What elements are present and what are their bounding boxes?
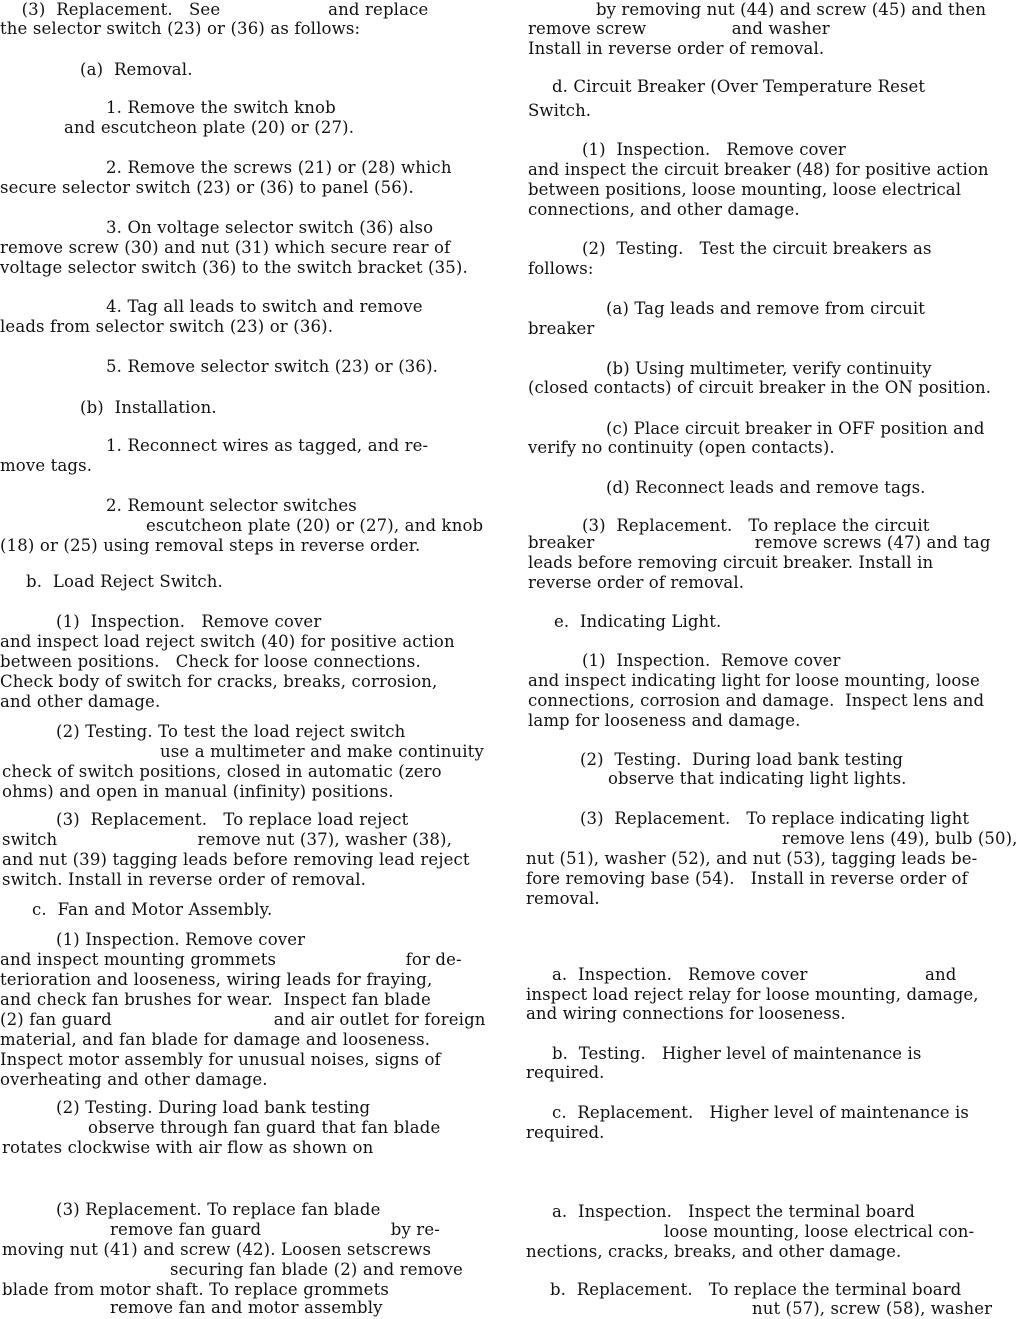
text-line: secure selector switch (23) or (36) to panel (56).	[0, 178, 414, 197]
text-line: d. Circuit Breaker (Over Temperature Reset	[552, 77, 926, 96]
text-line: (b) Installation.	[80, 398, 217, 417]
text-line: (2) Testing. During load bank testing	[56, 1098, 371, 1117]
text-line: c. Fan and Motor Assembly.	[32, 900, 273, 919]
text-line: (2) Testing. To test the load reject switch	[56, 722, 406, 741]
text-line: 2. Remove the screws (21) or (28) which	[106, 158, 452, 177]
text-line: removal.	[526, 889, 600, 908]
text-line: and inspect the circuit breaker (48) for positive action	[528, 160, 989, 179]
text-line: 3. On voltage selector switch (36) also	[106, 218, 434, 237]
text-line: (3) Replacement. To replace fan blade	[56, 1200, 381, 1219]
text-line: required.	[526, 1123, 605, 1142]
text-line: escutcheon plate (20) or (27), and knob	[146, 516, 484, 535]
text-line: (18) or (25) using removal steps in reverse order.	[0, 536, 421, 555]
text-line: Inspect motor assembly for unusual noises, signs of	[0, 1050, 441, 1069]
text-line: (1) Inspection. Remove cover	[582, 651, 841, 670]
text-line: (3) Replacement. To replace indicating light	[580, 809, 970, 828]
text-line: c. Replacement. Higher level of maintenance is	[552, 1103, 969, 1122]
text-line: 4. Tag all leads to switch and remove	[106, 297, 423, 316]
text-line: (d) Reconnect leads and remove tags.	[606, 478, 926, 497]
text-line: leads before removing circuit breaker. Install in	[528, 553, 934, 572]
text-line: verify no continuity (open contacts).	[528, 438, 835, 457]
text-line: fore removing base (54). Install in reverse order of	[526, 869, 968, 888]
text-line: (1) Inspection. Remove cover	[582, 140, 846, 159]
text-line: (2) Testing. During load bank testing	[580, 750, 904, 769]
text-line: breaker remove screws (47) and tag	[528, 533, 991, 552]
text-line: material, and fan blade for damage and looseness.	[0, 1030, 431, 1049]
text-line: a. Inspection. Remove cover and	[552, 965, 957, 984]
text-line: (3) Replacement. To replace load reject	[56, 810, 409, 829]
text-line: (2) fan guard and air outlet for foreign	[0, 1010, 486, 1029]
text-line: and wiring connections for looseness.	[526, 1004, 846, 1023]
text-line: (1) Inspection. Remove cover	[56, 612, 322, 631]
text-line: remove fan and motor assembly	[110, 1298, 383, 1317]
text-line: (1) Inspection. Remove cover	[56, 930, 306, 949]
text-line: securing fan blade (2) and remove	[170, 1260, 463, 1279]
text-line: b. Testing. Higher level of maintenance is	[552, 1044, 922, 1063]
text-line: check of switch positions, closed in automatic (zero	[2, 762, 442, 781]
text-line: move tags.	[0, 456, 93, 475]
text-line: b. Load Reject Switch.	[26, 572, 223, 591]
text-line: remove screw (30) and nut (31) which secure rear of	[0, 238, 451, 257]
text-line: (b) Using multimeter, verify continuity	[606, 359, 932, 378]
text-line: leads from selector switch (23) or (36).	[0, 317, 334, 336]
text-line: blade from motor shaft. To replace grommets	[2, 1280, 389, 1299]
text-line: follows:	[528, 259, 594, 278]
text-line: and inspect indicating light for loose mounting, loose	[528, 671, 980, 690]
text-line: (2) Testing. Test the circuit breakers as	[582, 239, 932, 258]
text-line: ohms) and open in manual (infinity) positions.	[2, 782, 394, 801]
text-line: (a) Removal.	[80, 60, 193, 79]
text-line: rotates clockwise with air flow as shown on	[2, 1138, 374, 1157]
text-line: and inspect mounting grommets for de-	[0, 950, 462, 969]
text-line: required.	[526, 1063, 605, 1082]
text-line: connections, and other damage.	[528, 200, 800, 219]
text-line: 1. Reconnect wires as tagged, and re-	[106, 436, 429, 455]
text-line: (a) Tag leads and remove from circuit	[606, 299, 926, 318]
text-line: Check body of switch for cracks, breaks, corrosion,	[0, 672, 438, 691]
text-line: switch remove nut (37), washer (38),	[2, 830, 453, 849]
text-line: terioration and looseness, wiring leads for fraying,	[0, 970, 433, 989]
text-line: moving nut (41) and screw (42). Loosen setscrews	[2, 1240, 432, 1259]
text-line: 5. Remove selector switch (23) or (36).	[106, 357, 439, 376]
text-line: use a multimeter and make continuity	[160, 742, 484, 761]
text-line: between positions. Check for loose connections.	[0, 652, 421, 671]
text-line: b. Replacement. To replace the terminal board	[550, 1280, 962, 1299]
text-line: switch. Install in reverse order of removal.	[2, 870, 367, 889]
text-line: 1. Remove the switch knob	[106, 98, 336, 117]
text-line: (closed contacts) of circuit breaker in the ON position.	[528, 378, 992, 397]
text-line: overheating and other damage.	[0, 1070, 268, 1089]
text-line: by removing nut (44) and screw (45) and then	[596, 0, 987, 19]
text-line: a. Inspection. Inspect the terminal board	[552, 1202, 915, 1221]
text-line: and escutcheon plate (20) or (27).	[64, 118, 355, 137]
text-line: nut (57), screw (58), washer	[752, 1299, 993, 1318]
text-line: between positions, loose mounting, loose electrical	[528, 180, 962, 199]
text-line: 2. Remount selector switches	[106, 496, 357, 515]
text-line: nut (51), washer (52), and nut (53), tagging leads be-	[526, 849, 978, 868]
text-line: and other damage.	[0, 692, 161, 711]
text-line: observe through fan guard that fan blade	[88, 1118, 441, 1137]
text-line: voltage selector switch (36) to the switch bracket (35).	[0, 258, 468, 277]
text-line: lamp for looseness and damage.	[528, 711, 801, 730]
text-line: and inspect load reject switch (40) for positive action	[0, 632, 455, 651]
text-line: inspect load reject relay for loose mounting, damage,	[526, 985, 979, 1004]
text-line: and check fan brushes for wear. Inspect fan blade	[0, 990, 431, 1009]
text-line: nections, cracks, breaks, and other damage.	[526, 1242, 902, 1261]
text-line: remove lens (49), bulb (50),	[782, 829, 1018, 848]
text-line: remove screw and washer	[528, 19, 830, 38]
text-line: and nut (39) tagging leads before removing lead reject	[2, 850, 470, 869]
text-line: observe that indicating light lights.	[608, 769, 907, 788]
text-line: reverse order of removal.	[528, 573, 745, 592]
text-line: (c) Place circuit breaker in OFF position and	[606, 419, 985, 438]
text-line: remove fan guard by re-	[110, 1220, 440, 1239]
text-line: (3) Replacement. To replace the circuit	[582, 516, 930, 535]
text-line: (3) Replacement. See and replace	[0, 0, 429, 19]
text-line: Switch.	[528, 101, 592, 120]
text-line: Install in reverse order of removal.	[528, 39, 825, 58]
text-line: loose mounting, loose electrical con-	[664, 1222, 975, 1241]
text-line: the selector switch (23) or (36) as follows:	[0, 19, 361, 38]
text-line: breaker	[528, 319, 595, 338]
text-line: e. Indicating Light.	[554, 612, 722, 631]
text-line: connections, corrosion and damage. Inspect lens and	[528, 691, 985, 710]
